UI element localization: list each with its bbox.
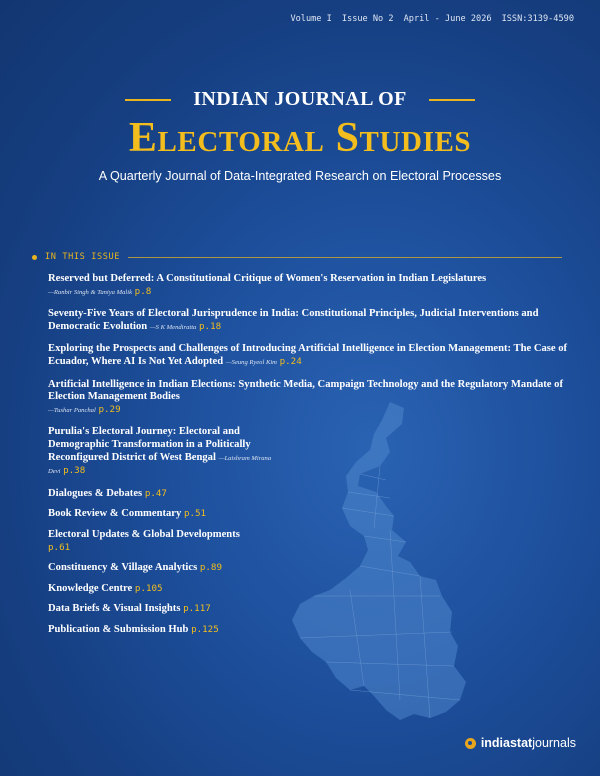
article-page: p.18 xyxy=(199,320,222,332)
gold-rule-left xyxy=(125,99,171,101)
section-page: p.105 xyxy=(134,582,163,594)
article-item[interactable] xyxy=(48,308,568,334)
article-author: —Ranbir Singh & Taniya Malik xyxy=(48,288,133,296)
section-title: Electoral Updates & Global Developments xyxy=(48,528,240,540)
journal-top-line: INDIAN JOURNAL OF xyxy=(193,88,407,110)
article-author: —S K Mendiratta xyxy=(149,323,197,331)
section-item[interactable] xyxy=(48,562,568,575)
section-page: p.47 xyxy=(144,487,167,499)
article-author: —Tushar Panchal xyxy=(48,406,96,414)
article-title: Purulia's Electoral Journey: Electoral and Demographic Transformation in a Politically Reconfigured District of West Bengal xyxy=(48,426,251,463)
article-page: p.38 xyxy=(63,465,86,477)
article-page: p.29 xyxy=(98,403,121,415)
gold-rule-right xyxy=(429,99,475,101)
section-page: p.61 xyxy=(48,541,71,553)
publisher-brand xyxy=(465,736,576,750)
masthead-top-row xyxy=(0,88,600,111)
article-title: Exploring the Prospects and Challenges of Introducing Artificial Intelligence in Election Management: The Case of Ecuador, Where AI Is Not Yet Adopted xyxy=(48,343,568,367)
article-item[interactable] xyxy=(48,273,568,299)
brand-name-rest: journals xyxy=(532,736,576,750)
volume-label: Volume I xyxy=(290,14,332,24)
section-item[interactable] xyxy=(48,508,568,521)
in-this-issue-header xyxy=(32,252,562,262)
journal-subtitle: A Quarterly Journal of Data-Integrated Research on Electoral Processes xyxy=(98,169,502,183)
article-item[interactable] xyxy=(48,379,568,418)
issn-label: ISSN:3139-4590 xyxy=(501,14,574,24)
article-title: Artificial Intelligence in Indian Elections: Synthetic Media, Campaign Technology and the Regulatory Mandate of Election Management Bodies xyxy=(48,378,563,403)
section-title: Dialogues & Debates xyxy=(48,487,143,499)
issue-label: Issue No 2 xyxy=(341,14,394,24)
section-title: Data Briefs & Visual Insights xyxy=(48,603,181,615)
section-page: p.51 xyxy=(183,508,207,520)
section-title: Constituency & Village Analytics xyxy=(48,562,198,574)
article-item[interactable] xyxy=(48,426,568,478)
section-page: p.117 xyxy=(183,603,211,615)
masthead xyxy=(0,88,600,183)
table-of-contents xyxy=(48,273,568,644)
article-author: —Seung Ryeol Kim xyxy=(225,358,277,366)
section-item[interactable] xyxy=(48,624,568,637)
section-divider xyxy=(128,257,562,258)
section-item[interactable] xyxy=(48,488,568,501)
section-item[interactable] xyxy=(48,603,568,616)
section-title: Book Review & Commentary xyxy=(48,508,182,520)
section-title: Knowledge Centre xyxy=(48,582,133,594)
article-author: —Laishram Mirana Devi xyxy=(48,454,272,476)
bullet-dot xyxy=(32,255,37,260)
section-page: p.125 xyxy=(191,623,219,635)
article-item[interactable] xyxy=(48,343,568,369)
brand-name-strong: indiastat xyxy=(480,736,533,750)
journal-title: Electoral Studies xyxy=(128,115,472,161)
article-title: Reserved but Deferred: A Constitutional Critique of Women's Reservation in Indian Legislatures xyxy=(48,273,487,284)
section-title: Publication & Submission Hub xyxy=(48,623,189,635)
period-label: April - June 2026 xyxy=(403,14,492,24)
article-page: p.24 xyxy=(279,355,302,367)
section-item[interactable] xyxy=(48,583,568,596)
article-page: p.8 xyxy=(134,285,152,297)
issue-meta xyxy=(290,14,574,24)
section-page: p.89 xyxy=(199,562,222,574)
indiastat-logo-icon xyxy=(465,738,476,749)
section-item[interactable] xyxy=(48,529,568,554)
in-this-issue-label: IN THIS ISSUE xyxy=(45,252,121,262)
article-title: Seventy-Five Years of Electoral Jurisprudence in India: Constitutional Principles, Judicial Interventions and Democratic Evolution xyxy=(48,308,539,332)
